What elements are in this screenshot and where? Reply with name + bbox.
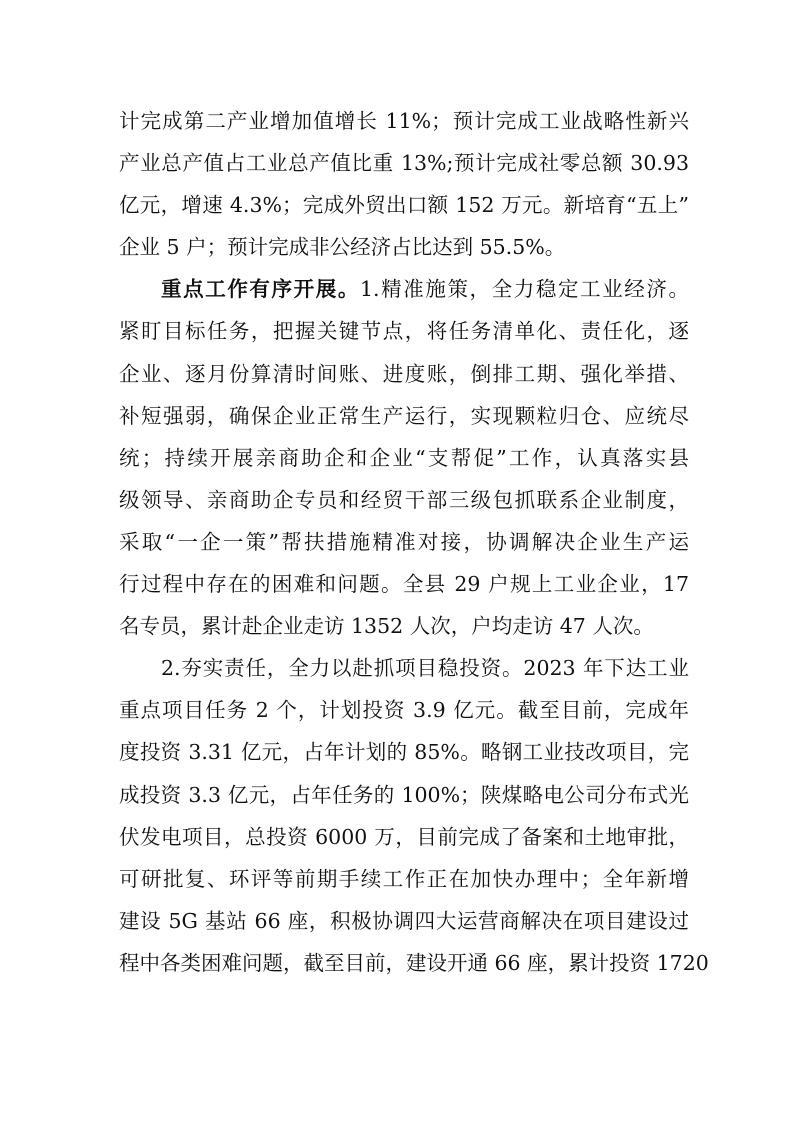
body-text	[119, 100, 709, 984]
subsection-title: 1.精准施策，全力稳定工业经济。	[359, 277, 690, 302]
text-line: 计完成第二产业增加值增长 11%；预计完成工业战略性新兴	[119, 109, 689, 133]
text-line: 统；持续开展亲商助企和企业“支帮促”工作，认真落实县	[119, 445, 689, 470]
text-line: 采取“一企一策”帮扶措施精准对接，协调解决企业生产运	[119, 529, 689, 554]
text-line: 重点项目任务 2 个，计划投资 3.9 亿元。截至目前，完成年	[119, 698, 689, 723]
text-line: 度投资 3.31 亿元，占年计划的 85%。略钢工业技改项目，完	[119, 740, 689, 765]
text-line: 补短强弱，确保企业正常生产运行，实现颗粒归仓、应统尽	[119, 403, 689, 428]
text-line: 级领导、亲商助企专员和经贸干部三级包抓联系企业制度，	[119, 487, 689, 512]
text-line: 紧盯目标任务，把握关键节点，将任务清单化、责任化，逐	[119, 319, 689, 344]
text-line: 成投资 3.3 亿元，占年任务的 100%；陕煤略电公司分布式光	[119, 782, 689, 807]
text-line: 企业、逐月份算清时间账、进度账，倒排工期、强化举措、	[119, 361, 689, 386]
text-line: 企业 5 户；预计完成非公经济占比达到 55.5%。	[119, 235, 566, 260]
text-line: 建设 5G 基站 66 座，积极协调四大运营商解决在项目建设过	[119, 908, 689, 933]
text-line: 伏发电项目，总投资 6000 万，目前完成了备案和土地审批，	[119, 824, 689, 849]
paragraph-heading-line	[119, 268, 689, 310]
text-line: 程中各类困难问题，截至目前，建设开通 66 座，累计投资 1720	[119, 950, 709, 975]
text-line: 名专员，累计赴企业走访 1352 人次，户均走访 47 人次。	[119, 614, 654, 639]
text-line: 行过程中存在的困难和问题。全县 29 户规上工业企业，17	[119, 572, 689, 597]
text-line: 2.夯实责任，全力以赴抓项目稳投资。2023 年下达工业	[161, 656, 689, 681]
text-line: 产业总产值占工业总产值比重 13%;预计完成社零总额 30.93	[119, 151, 689, 176]
text-line: 亿元，增速 4.3%；完成外贸出口额 152 万元。新培育“五上”	[119, 193, 689, 218]
text-line: 可研批复、环评等前期手续工作正在加快办理中；全年新增	[119, 866, 689, 891]
section-heading: 重点工作有序开展。	[161, 277, 360, 302]
